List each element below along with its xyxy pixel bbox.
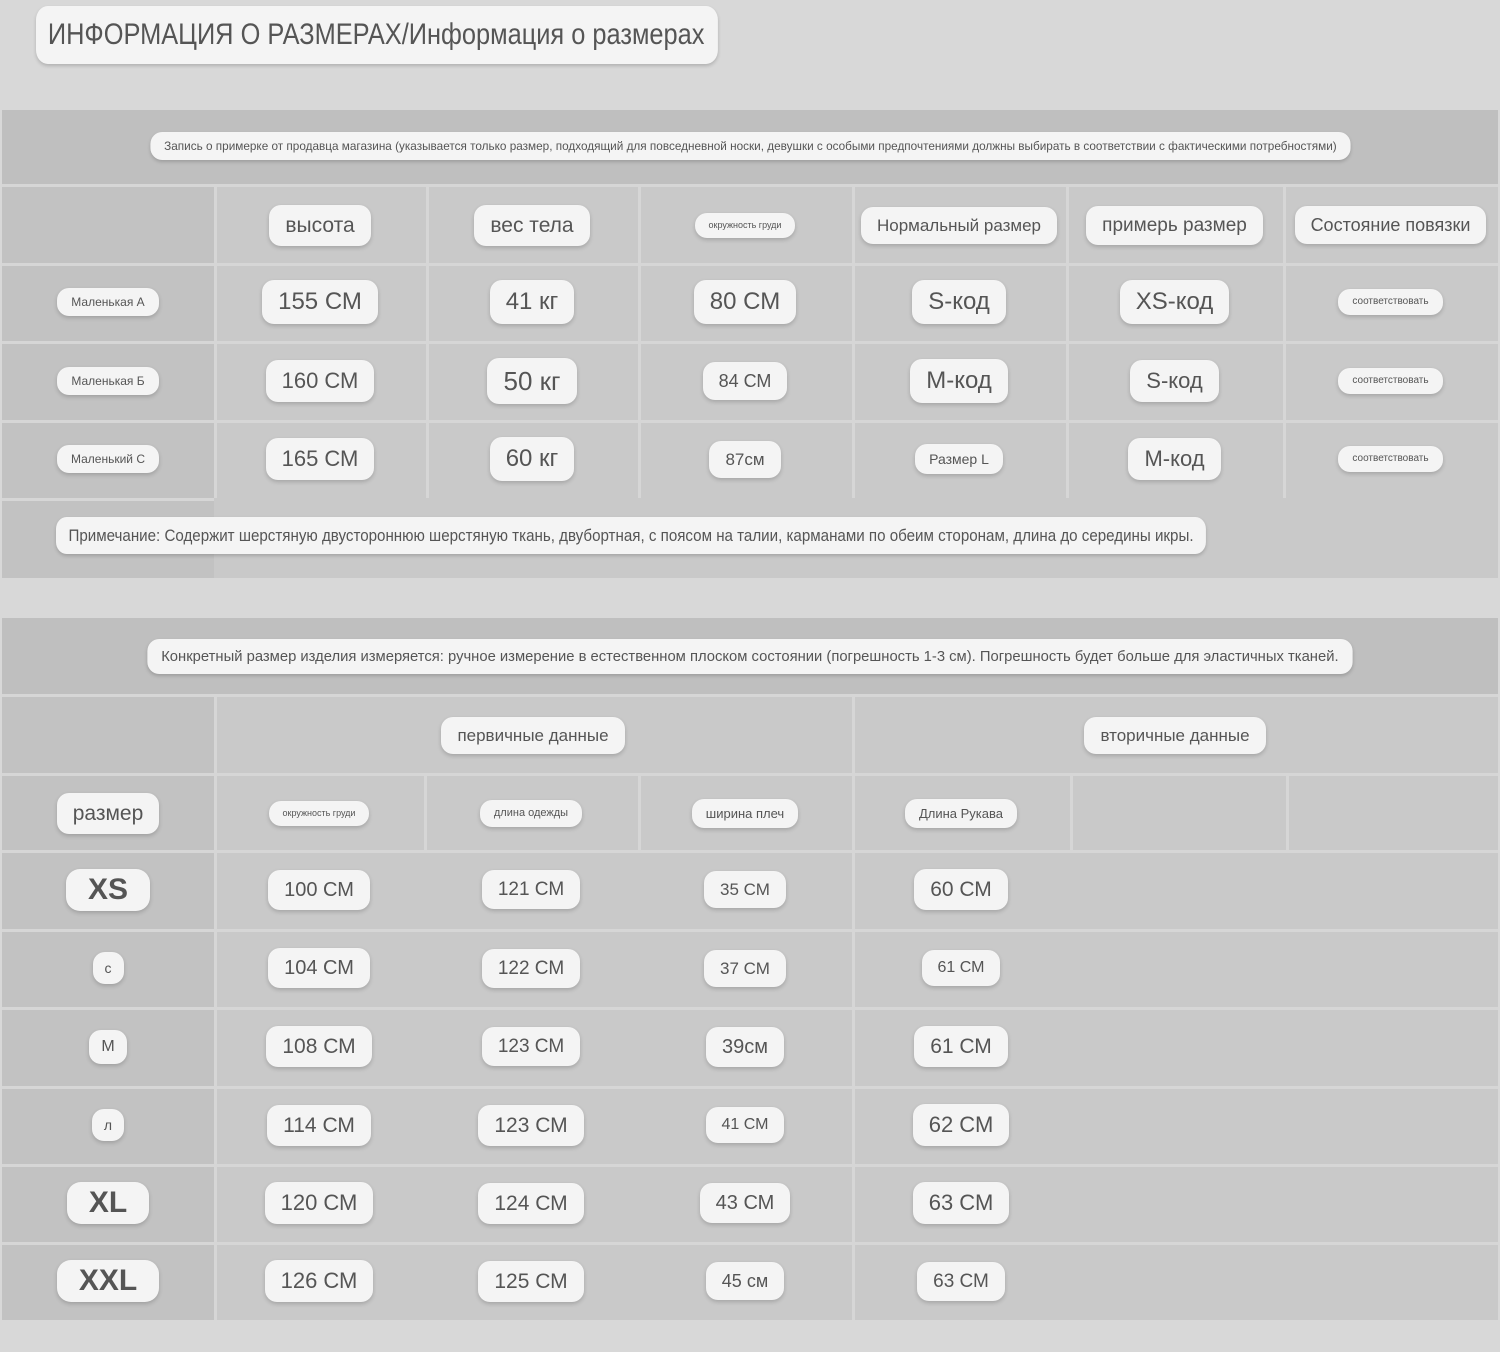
cell-try-size: XS-код (1120, 280, 1230, 324)
cell-chest: 126 СМ (265, 1260, 374, 1302)
cell-normal-size: М-код (910, 359, 1008, 403)
header-sleeve: Длина Рукава (905, 799, 1017, 828)
cell-normal-size: Размер L (915, 444, 1003, 474)
size-label: с (93, 952, 124, 984)
header-chest: окружность груди (695, 213, 796, 238)
cell-chest: 108 СМ (266, 1026, 371, 1067)
group-secondary: вторичные данные (1084, 717, 1265, 754)
fitting-note: Примечание: Содержит шерстяную двустороннюю шерстяную ткань, двубортная, с поясом на талии, карманами по обеим сторонам, длина до середины икры. (56, 517, 1206, 554)
cell-sleeve: 61 СМ (914, 1026, 1008, 1067)
fitting-caption: Запись о примерке от продавца магазина (указывается только размер, подходящий для повседневной носки, девушки с особыми предпочтениями должны выбирать в соответствии с фактическими потребностями) (150, 132, 1350, 160)
size-label: М (89, 1030, 126, 1064)
header-length: длина одежды (480, 800, 582, 827)
header-fit-state: Состояние повязки (1295, 206, 1487, 244)
cell-weight: 41 кг (490, 280, 575, 324)
cell-height: 165 СМ (266, 438, 375, 480)
cell-shoulder: 39см (706, 1027, 784, 1067)
cell-length: 123 СМ (478, 1105, 583, 1146)
header-height: высота (269, 205, 370, 246)
size-label: XXL (57, 1260, 159, 1302)
cell-sleeve: 63 СМ (917, 1262, 1005, 1301)
cell-chest: 104 СМ (268, 948, 370, 988)
cell-shoulder: 45 см (706, 1262, 784, 1300)
cell-weight: 50 кг (487, 358, 576, 404)
cell-chest: 87см (709, 441, 780, 478)
size-label: XS (66, 869, 150, 911)
cell-length: 125 СМ (478, 1261, 583, 1302)
cell-fit-state: соответствовать (1338, 368, 1442, 394)
cell-shoulder: 35 СМ (704, 871, 786, 908)
header-normal-size: Нормальный размер (861, 207, 1057, 244)
cell-height: 160 СМ (266, 360, 375, 402)
cell-length: 122 СМ (482, 949, 580, 988)
cell-sleeve: 61 СМ (922, 950, 1001, 986)
group-primary: первичные данные (441, 717, 624, 754)
fitting-table (2, 110, 1498, 578)
cell-try-size: М-код (1128, 438, 1220, 480)
measure-caption: Конкретный размер изделия измеряется: ручное измерение в естественном плоском состоянии (погрешность 1-3 см). Погрешность будет больше для эластичных тканей. (147, 639, 1352, 674)
cell-weight: 60 кг (490, 437, 575, 481)
size-label: л (92, 1109, 124, 1141)
size-header: размер (57, 793, 160, 834)
cell-normal-size: S-код (912, 280, 1006, 324)
row-label: Маленькая А (57, 288, 158, 316)
cell-length: 121 СМ (482, 870, 580, 909)
size-label: XL (67, 1182, 149, 1224)
measurement-table (2, 618, 1498, 1320)
cell-sleeve: 62 СМ (913, 1104, 1010, 1146)
header-chest: окружность груди (269, 801, 370, 826)
cell-try-size: S-код (1130, 360, 1218, 402)
row-label: Маленькая Б (57, 367, 158, 395)
cell-chest: 80 СМ (694, 280, 796, 324)
header-weight: вес тела (474, 205, 589, 246)
cell-chest: 120 СМ (265, 1182, 374, 1224)
header-try-size: примерь размер (1086, 206, 1263, 245)
cell-chest: 84 СМ (703, 362, 788, 400)
cell-fit-state: соответствовать (1338, 289, 1442, 315)
cell-height: 155 СМ (262, 280, 378, 324)
header-shoulder: ширина плеч (692, 799, 798, 828)
row-label: Маленький С (57, 445, 159, 473)
cell-length: 123 СМ (482, 1027, 580, 1066)
cell-sleeve: 63 СМ (913, 1182, 1010, 1224)
cell-length: 124 СМ (478, 1183, 583, 1224)
cell-shoulder: 37 СМ (704, 950, 786, 987)
cell-shoulder: 43 СМ (700, 1183, 791, 1223)
cell-fit-state: соответствовать (1338, 446, 1442, 472)
page-title: ИНФОРМАЦИЯ О РАЗМЕРАХ/Информация о размерах (36, 6, 718, 64)
cell-sleeve: 60 СМ (914, 869, 1008, 910)
cell-chest: 114 СМ (267, 1105, 371, 1146)
cell-shoulder: 41 СМ (706, 1107, 785, 1143)
cell-chest: 100 СМ (268, 870, 370, 910)
